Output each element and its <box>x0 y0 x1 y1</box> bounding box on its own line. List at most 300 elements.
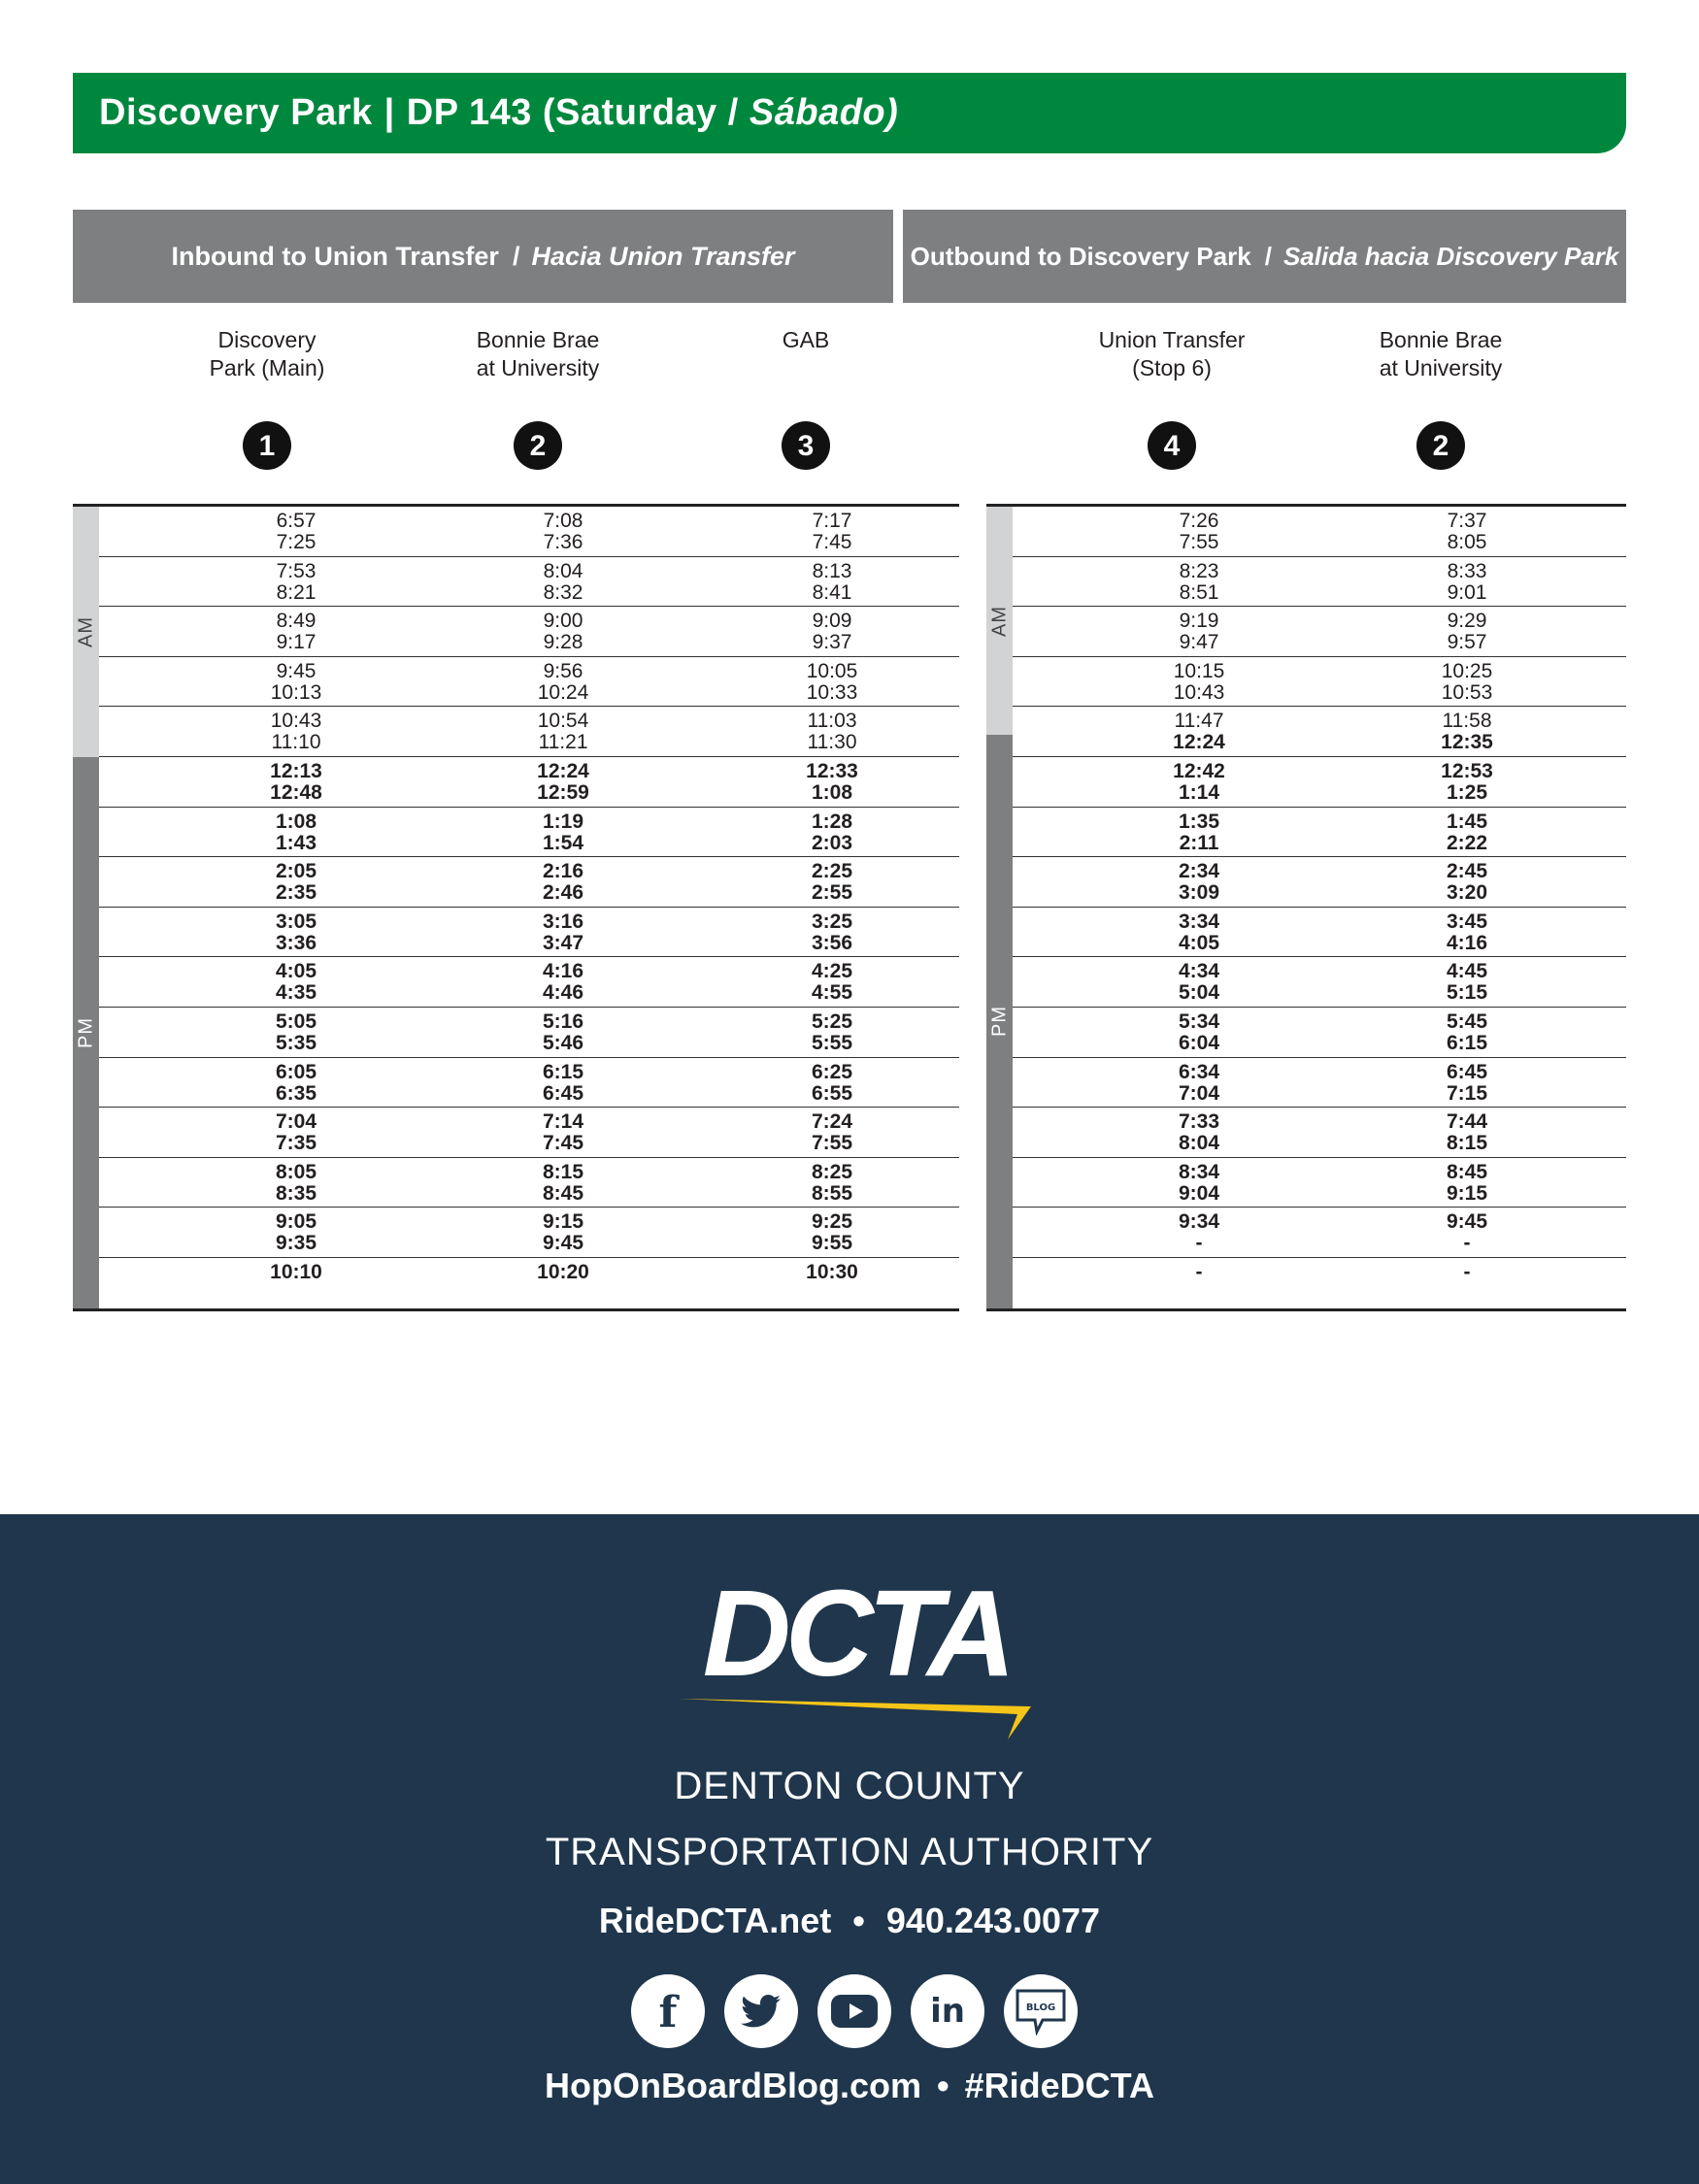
departure-time: 2:03 <box>811 831 853 854</box>
departure-time: 7:17 <box>812 510 852 532</box>
departure-time: 9:05 <box>275 1210 317 1234</box>
departure-time: 1:08 <box>811 781 853 804</box>
time-cell <box>764 908 900 954</box>
time-cell <box>1399 1258 1535 1283</box>
departure-time: 7:14 <box>542 1110 584 1134</box>
svg-text:f: f <box>658 1990 678 2033</box>
schedule-row <box>1013 707 1626 757</box>
schedule-row <box>1013 757 1626 808</box>
departure-time: 8:51 <box>1179 580 1219 604</box>
departure-time: 9:00 <box>543 610 583 633</box>
departure-time: 11:58 <box>1442 710 1492 733</box>
time-cell <box>1399 607 1535 653</box>
schedule-row <box>1013 1208 1626 1258</box>
departure-time: 9:34 <box>1178 1210 1220 1234</box>
departure-time: 1:19 <box>542 810 584 833</box>
time-cell <box>1131 1008 1267 1054</box>
time-cell <box>1399 707 1535 753</box>
departure-time: 7:25 <box>276 531 316 553</box>
time-cell <box>1399 1208 1535 1254</box>
stop-header-bonnie-brae <box>421 326 654 470</box>
departure-time: 2:25 <box>811 860 853 883</box>
departure-time: 5:15 <box>1446 981 1488 1005</box>
pm-label: PM <box>988 1006 1010 1038</box>
departure-time: 7:04 <box>275 1110 317 1134</box>
time-cell <box>1131 1058 1267 1105</box>
departure-time: 7:45 <box>812 531 852 553</box>
schedule-row <box>1013 1258 1626 1308</box>
departure-time: 12:24 <box>537 760 589 782</box>
schedule-row <box>99 1258 959 1308</box>
departure-time: 3:47 <box>542 931 584 954</box>
departure-time: 8:05 <box>1447 531 1487 553</box>
time-cell <box>764 657 900 704</box>
bullet: • <box>937 2066 949 2105</box>
time-cell <box>1131 857 1267 904</box>
stop-name-line2: at University <box>1379 355 1503 381</box>
am-label: AM <box>75 616 96 647</box>
departure-time: 7:26 <box>1179 510 1219 532</box>
hashtag[interactable]: #RideDCTA <box>964 2066 1154 2105</box>
time-cell <box>1131 1108 1267 1154</box>
departure-time: 3:09 <box>1178 881 1220 905</box>
departure-time: 7:15 <box>1446 1081 1488 1105</box>
route-day-es: Sábado) <box>749 92 899 133</box>
schedule-row <box>99 657 959 708</box>
departure-time: 8:49 <box>276 610 316 633</box>
time-cell <box>1131 757 1267 804</box>
schedule-row <box>99 1158 959 1208</box>
departure-time: 6:35 <box>275 1081 317 1105</box>
time-cell <box>228 1008 364 1054</box>
departure-time: 9:35 <box>275 1232 317 1255</box>
departure-time: 7:55 <box>1179 531 1219 553</box>
departure-time: 6:45 <box>542 1081 584 1105</box>
time-cell <box>495 1058 631 1105</box>
departure-time: 7:37 <box>1447 510 1487 532</box>
bullet: • <box>852 1901 865 1940</box>
departure-time: 4:34 <box>1178 960 1220 983</box>
am-period-bar <box>73 507 99 757</box>
departure-time: 6:15 <box>1446 1032 1488 1054</box>
time-cell <box>1399 808 1535 854</box>
departure-time: 2:46 <box>542 881 584 905</box>
departure-time: 4:45 <box>1446 960 1488 983</box>
time-cell <box>495 657 631 704</box>
time-cell <box>495 808 631 854</box>
social-icons <box>631 1974 1078 2048</box>
departure-time: 8:13 <box>812 559 852 582</box>
am-period-bar <box>986 507 1013 735</box>
departure-time: 9:28 <box>543 631 583 654</box>
departure-time: 8:23 <box>1179 559 1219 582</box>
departure-time: 12:35 <box>1441 731 1493 754</box>
departure-time: 1:14 <box>1178 781 1220 804</box>
schedule-row <box>99 808 959 858</box>
facebook-icon[interactable] <box>631 1974 705 2048</box>
time-cell <box>1131 808 1267 854</box>
departure-time: 9:15 <box>542 1210 584 1234</box>
time-cell <box>1399 1158 1535 1205</box>
time-cell <box>764 857 900 904</box>
schedule-row <box>99 1208 959 1258</box>
outbound-header-en: Outbound to Discovery Park <box>910 241 1251 271</box>
time-cell <box>1399 657 1535 704</box>
departure-time: 12:59 <box>537 781 589 804</box>
departure-time: 6:57 <box>276 510 316 532</box>
time-cell <box>495 1008 631 1054</box>
departure-time: 8:34 <box>1178 1160 1220 1183</box>
departure-time: 8:45 <box>1446 1160 1488 1183</box>
website-link[interactable]: RideDCTA.net <box>598 1901 832 1940</box>
contact-line <box>0 1901 1699 1941</box>
schedule-row <box>99 757 959 808</box>
stop-name-line1: Union Transfer <box>1098 327 1246 352</box>
schedule-row <box>1013 1058 1626 1109</box>
departure-time: 1:35 <box>1178 810 1220 833</box>
departure-time: 2:05 <box>275 860 317 883</box>
pm-period-bar <box>986 735 1013 1308</box>
departure-time: 4:35 <box>275 981 317 1005</box>
time-cell <box>764 1258 900 1283</box>
schedule-row <box>1013 1108 1626 1158</box>
departure-time: 7:35 <box>275 1132 317 1155</box>
departure-time: - <box>1463 1232 1471 1255</box>
departure-time: 11:21 <box>538 731 588 754</box>
departure-time: 3:20 <box>1446 881 1488 905</box>
departure-time: 8:41 <box>812 580 852 604</box>
time-cell <box>228 607 364 653</box>
time-cell <box>1399 507 1535 553</box>
inbound-header <box>73 210 893 303</box>
route-code: DP 143 <box>406 92 532 133</box>
departure-time: 5:34 <box>1178 1010 1220 1033</box>
departure-time: 11:47 <box>1174 710 1224 733</box>
schedule-row <box>1013 657 1626 708</box>
time-cell <box>495 1108 631 1154</box>
departure-time: 10:54 <box>537 710 589 733</box>
route-day-en: (Saturday <box>542 92 717 133</box>
time-cell <box>495 757 631 804</box>
schedule-row <box>99 707 959 757</box>
title-slash: / <box>727 92 739 133</box>
phone-number[interactable]: 940.243.0077 <box>885 1901 1101 1940</box>
departure-time: 10:30 <box>806 1261 858 1283</box>
outbound-header <box>903 210 1626 303</box>
departure-time: 9:19 <box>1179 610 1219 633</box>
departure-time: 10:33 <box>806 680 858 704</box>
departure-time: 4:05 <box>275 960 317 983</box>
stop-header-bonnie-brae-out <box>1324 326 1557 470</box>
time-cell <box>228 1158 364 1205</box>
departure-time: 7:08 <box>543 510 583 532</box>
time-cell <box>1131 657 1267 704</box>
departure-time: 7:44 <box>1446 1110 1488 1134</box>
time-cell <box>228 707 364 753</box>
departure-time: 9:04 <box>1178 1181 1220 1205</box>
departure-time: 3:45 <box>1446 910 1488 933</box>
time-cell <box>495 1258 631 1283</box>
time-cell <box>228 1258 364 1283</box>
linkedin-icon[interactable]: in <box>911 1974 984 2048</box>
departure-time: 7:24 <box>811 1110 853 1134</box>
time-cell <box>764 957 900 1004</box>
departure-time: 6:45 <box>1446 1060 1488 1083</box>
departure-time: 7:45 <box>542 1132 584 1155</box>
departure-time: 8:21 <box>276 580 316 604</box>
departure-time: 11:03 <box>807 710 857 733</box>
departure-time: 2:34 <box>1178 860 1220 883</box>
departure-time: 10:25 <box>1441 659 1493 682</box>
inbound-header-en: Inbound to Union Transfer <box>171 241 499 271</box>
departure-time: 10:53 <box>1441 680 1493 704</box>
time-cell <box>495 1208 631 1254</box>
time-cell <box>1399 1058 1535 1105</box>
schedule-row <box>99 1008 959 1058</box>
time-cell <box>1131 908 1267 954</box>
schedule-row <box>99 908 959 958</box>
departure-time: - <box>1463 1261 1471 1283</box>
departure-time: 12:33 <box>806 760 858 782</box>
stop-number-badge: 2 <box>1416 421 1465 470</box>
departure-time: 12:48 <box>270 781 322 804</box>
schedule-row <box>1013 808 1626 858</box>
time-cell <box>1131 1208 1267 1254</box>
inbound-schedule-table <box>73 504 959 1311</box>
stop-header-discovery-park <box>150 326 383 470</box>
time-cell <box>764 557 900 604</box>
schedule-row <box>99 607 959 657</box>
time-cell <box>764 1008 900 1054</box>
time-cell <box>228 1208 364 1254</box>
stop-header-gab <box>689 326 922 470</box>
twitter-icon[interactable] <box>724 1974 798 2048</box>
departure-time: 9:17 <box>276 631 316 654</box>
schedule-row <box>1013 557 1626 608</box>
stop-number-badge: 4 <box>1148 421 1196 470</box>
schedule-row <box>99 1058 959 1109</box>
departure-time: - <box>1195 1261 1203 1283</box>
outbound-schedule-table <box>986 504 1626 1311</box>
departure-time: 9:01 <box>1447 580 1487 604</box>
departure-time: 3:05 <box>275 910 317 933</box>
departure-time: 1:08 <box>275 810 317 833</box>
departure-time: 5:05 <box>275 1010 317 1033</box>
departure-time: 6:15 <box>542 1060 584 1083</box>
schedule-row <box>1013 908 1626 958</box>
stop-number-badge: 2 <box>514 421 562 470</box>
time-cell <box>228 908 364 954</box>
departure-time: 1:45 <box>1446 810 1488 833</box>
departure-time: 4:16 <box>542 960 584 983</box>
svg-text:BLOG: BLOG <box>1025 2002 1056 2013</box>
departure-time: 5:46 <box>542 1032 584 1054</box>
time-cell <box>228 957 364 1004</box>
departure-time: 2:35 <box>275 881 317 905</box>
schedule-row <box>99 857 959 908</box>
stop-name-line1: Bonnie Brae <box>1379 327 1503 352</box>
departure-time: 6:04 <box>1178 1032 1220 1054</box>
departure-time: 4:05 <box>1178 931 1220 954</box>
departure-time: 6:05 <box>275 1060 317 1083</box>
departure-time: 9:47 <box>1179 631 1219 654</box>
schedule-row <box>1013 1008 1626 1058</box>
stop-name-line1: GAB <box>782 327 830 352</box>
footer <box>0 1514 1699 2184</box>
time-cell <box>228 557 364 604</box>
departure-time: 4:55 <box>811 981 853 1005</box>
time-cell <box>1131 607 1267 653</box>
departure-time: 6:25 <box>811 1060 853 1083</box>
departure-time: 7:33 <box>1178 1110 1220 1134</box>
departure-time: 3:25 <box>811 910 853 933</box>
stop-header-union-transfer <box>1055 326 1288 470</box>
blog-icon[interactable] <box>1004 1974 1078 2048</box>
route-title-bar <box>73 73 1626 153</box>
time-cell <box>495 957 631 1004</box>
departure-time: 3:16 <box>542 910 584 933</box>
time-cell <box>495 908 631 954</box>
departure-time: 1:25 <box>1446 781 1488 804</box>
time-cell <box>495 707 631 753</box>
departure-time: 9:45 <box>542 1232 584 1255</box>
outbound-header-es: Salida hacia Discovery Park <box>1283 241 1619 271</box>
time-cell <box>228 757 364 804</box>
departure-time: 11:10 <box>271 731 321 754</box>
schedule-row <box>99 557 959 608</box>
time-cell <box>764 1158 900 1205</box>
departure-time: 6:34 <box>1178 1060 1220 1083</box>
table-bottom-rule <box>73 1308 959 1311</box>
departure-time: 5:55 <box>811 1032 853 1054</box>
departure-time: 2:11 <box>1179 831 1219 854</box>
stop-number-badge: 1 <box>243 421 291 470</box>
schedule-row <box>1013 507 1626 557</box>
schedule-row <box>1013 957 1626 1008</box>
time-cell <box>1399 1108 1535 1154</box>
departure-time: 9:25 <box>811 1210 853 1234</box>
departure-time: 3:34 <box>1178 910 1220 933</box>
time-cell <box>495 607 631 653</box>
blog-link[interactable]: HopOnBoardBlog.com <box>545 2066 921 2105</box>
stop-name-line2: (Stop 6) <box>1132 355 1212 381</box>
departure-time: 10:15 <box>1173 659 1225 682</box>
time-cell <box>764 607 900 653</box>
time-cell <box>764 808 900 854</box>
time-cell <box>1399 957 1535 1004</box>
logo-swoosh-icon <box>680 1679 1033 1741</box>
departure-time: 8:04 <box>543 559 583 582</box>
departure-time: 10:24 <box>537 680 589 704</box>
time-cell <box>228 857 364 904</box>
departure-time: 6:55 <box>811 1081 853 1105</box>
time-cell <box>764 1058 900 1105</box>
departure-time: 5:25 <box>811 1010 853 1033</box>
departure-time: 8:25 <box>811 1160 853 1183</box>
departure-time: 8:15 <box>1446 1132 1488 1155</box>
departure-time: 2:16 <box>542 860 584 883</box>
time-cell <box>228 808 364 854</box>
departure-time: 5:16 <box>542 1010 584 1033</box>
departure-time: 5:35 <box>275 1032 317 1054</box>
time-cell <box>1131 507 1267 553</box>
departure-time: 12:24 <box>1173 731 1225 754</box>
departure-time: 8:15 <box>542 1160 584 1183</box>
time-cell <box>228 1058 364 1105</box>
schedule-row <box>99 507 959 557</box>
departure-time: 10:05 <box>806 659 858 682</box>
time-cell <box>495 1158 631 1205</box>
departure-time: 10:13 <box>270 680 322 704</box>
departure-time: 7:53 <box>276 559 316 582</box>
departure-time: 1:43 <box>275 831 317 854</box>
departure-time: 2:22 <box>1446 831 1488 854</box>
departure-time: 9:09 <box>812 610 852 633</box>
departure-time: 8:55 <box>811 1181 853 1205</box>
time-cell <box>228 657 364 704</box>
departure-time: 9:56 <box>543 659 583 682</box>
stop-name-line2: Park (Main) <box>209 355 325 381</box>
schedule-row <box>99 957 959 1008</box>
time-cell <box>1399 1008 1535 1054</box>
departure-time: 8:32 <box>543 580 583 604</box>
logo-text: DCTA <box>702 1565 1011 1702</box>
schedule-row <box>1013 857 1626 908</box>
departure-time: 9:45 <box>276 659 316 682</box>
departure-time: 12:13 <box>270 760 322 782</box>
departure-time: 5:45 <box>1446 1010 1488 1033</box>
departure-time: 5:04 <box>1178 981 1220 1005</box>
departure-time: 10:10 <box>270 1261 322 1283</box>
stop-name-line1: Discovery <box>217 327 316 352</box>
departure-time: 4:16 <box>1446 931 1488 954</box>
departure-time: 8:35 <box>275 1181 317 1205</box>
pm-period-bar <box>73 757 99 1308</box>
departure-time: - <box>1195 1232 1203 1255</box>
time-cell <box>1131 707 1267 753</box>
route-name: Discovery Park <box>99 92 373 133</box>
time-cell <box>764 757 900 804</box>
departure-time: 9:45 <box>1446 1210 1488 1234</box>
departure-time: 9:37 <box>812 631 852 654</box>
time-cell <box>1131 557 1267 604</box>
time-cell <box>1399 557 1535 604</box>
time-cell <box>764 507 900 553</box>
pm-label: PM <box>75 1016 96 1048</box>
schedule-row <box>99 1108 959 1158</box>
time-cell <box>764 707 900 753</box>
stop-name-line1: Bonnie Brae <box>476 327 600 352</box>
departure-time: 8:04 <box>1178 1132 1220 1155</box>
departure-time: 12:53 <box>1441 760 1493 782</box>
departure-time: 7:36 <box>543 531 583 553</box>
title-separator: | <box>383 92 395 133</box>
am-label: AM <box>988 605 1010 637</box>
blog-line <box>0 2066 1699 2106</box>
stop-number-badge: 3 <box>782 421 830 470</box>
youtube-icon[interactable] <box>817 1974 891 2048</box>
departure-time: 1:54 <box>542 831 584 854</box>
org-name-line1: DENTON COUNTY <box>674 1765 1025 1807</box>
time-cell <box>1131 957 1267 1004</box>
time-cell <box>228 507 364 553</box>
departure-time: 1:28 <box>811 810 853 833</box>
departure-time: 2:45 <box>1446 860 1488 883</box>
departure-time: 8:05 <box>275 1160 317 1183</box>
time-cell <box>1399 757 1535 804</box>
departure-time: 10:43 <box>270 710 322 733</box>
departure-time: 10:20 <box>537 1261 589 1283</box>
